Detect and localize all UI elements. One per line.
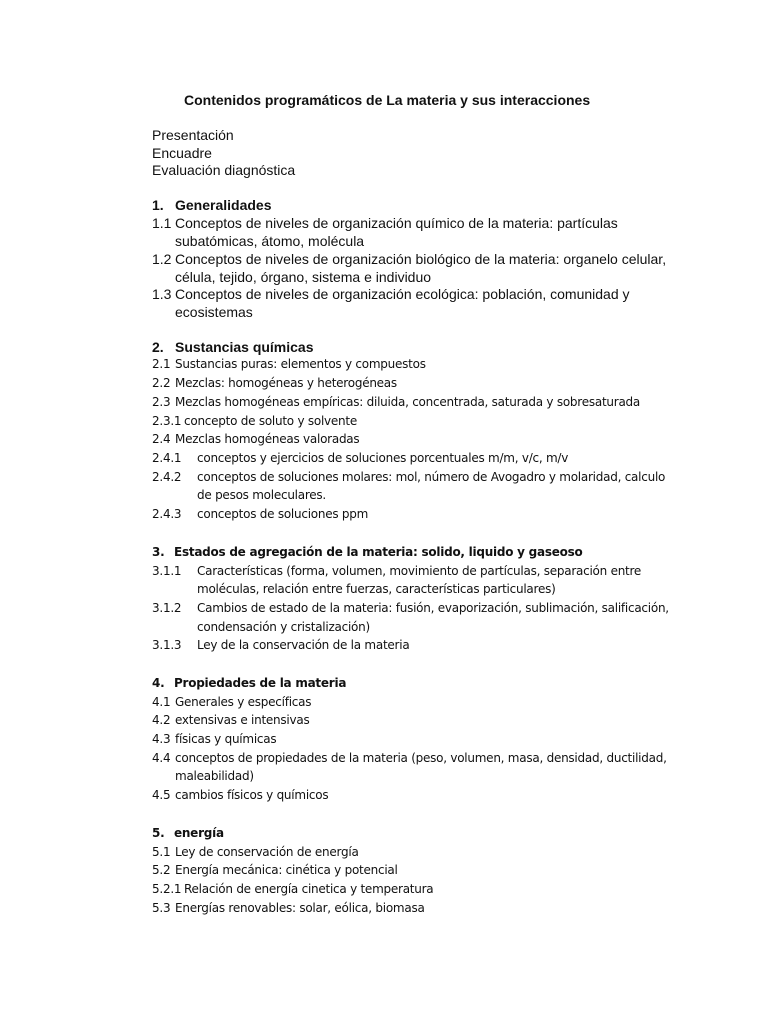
item-number: 5.2.1 [152,882,182,896]
item-text-cont: condensación y cristalización) [197,620,370,634]
item-text: Generales y específicas [175,695,312,709]
item-text: conceptos de propiedades de la materia (peso, volumen, masa, densidad, ductilidad, [175,751,667,765]
item-text: Conceptos de niveles de organización biológico de la materia: organelo celular, [175,251,667,267]
item-text: Conceptos de niveles de organización ecológica: población, comunidad y [175,286,630,302]
item-text: cambios físicos y químicos [175,788,329,802]
item-text: conceptos de soluciones ppm [197,507,369,521]
item-text: Ley de la conservación de la materia [197,638,410,652]
item-text-cont: célula, tejido, órgano, sistema e individuo [175,269,432,285]
item-number: 5.1 [152,845,171,859]
item-number: 3.1.3 [152,638,182,652]
item-number: 2.4.3 [152,507,182,521]
item-text-cont: subatómicas, átomo, molécula [175,233,365,249]
item-text: Mezclas: homogéneas y heterogéneas [175,376,397,390]
item-number: 1.1 [152,215,172,231]
item-number: 2.1 [152,357,171,371]
section-5-number: 5. [152,826,165,840]
item-text: Cambios de estado de la materia: fusión, evaporización, sublimación, salificación, [197,601,669,615]
item-text-cont: maleabilidad) [175,769,254,783]
item-text: conceptos y ejercicios de soluciones porcentuales m/m, v/c, m/v [197,451,569,465]
item-text: conceptos de soluciones molares: mol, número de Avogadro y molaridad, calculo [197,470,666,484]
item-text: extensivas e intensivas [175,713,310,727]
item-number: 2.2 [152,376,171,390]
intro-encuadre: Encuadre [152,145,212,161]
item-number: 4.5 [152,788,171,802]
section-1-number: 1. [152,197,164,213]
item-text: Mezclas homogéneas valoradas [175,432,360,446]
item-text-cont: de pesos moleculares. [197,488,326,502]
section-4-number: 4. [152,676,165,690]
section-5-heading: energía [174,826,224,840]
item-text: Características (forma, volumen, movimiento de partículas, separación entre [197,564,642,578]
item-text-cont: moléculas, relación entre fuerzas, características particulares) [197,582,556,596]
item-number: 4.2 [152,713,171,727]
item-text: Energía mecánica: cinética y potencial [175,863,398,877]
item-text-cont: ecosistemas [175,304,253,320]
section-2-heading: Sustancias químicas [175,339,314,355]
section-4-heading: Propiedades de la materia [174,676,347,690]
section-3-heading: Estados de agregación de la materia: solido, liquido y gaseoso [174,545,583,559]
item-text: Ley de conservación de energía [175,845,359,859]
item-text: Energías renovables: solar, eólica, biomasa [175,901,425,915]
item-number: 5.2 [152,863,171,877]
section-3-number: 3. [152,545,165,559]
section-2-number: 2. [152,339,164,355]
item-number: 2.4.1 [152,451,182,465]
item-number: 4.4 [152,751,171,765]
item-number: 5.3 [152,901,171,915]
item-number: 2.4 [152,432,171,446]
item-number: 2.3 [152,395,171,409]
item-number: 4.1 [152,695,171,709]
section-1-heading: Generalidades [175,197,272,213]
item-number: 3.1.2 [152,601,182,615]
item-text: físicas y químicas [175,732,277,746]
document-title: Contenidos programáticos de La materia y sus interacciones [184,92,591,108]
intro-evaluacion: Evaluación diagnóstica [152,162,296,178]
item-number: 1.2 [152,251,172,267]
item-text: Mezclas homogéneas empíricas: diluida, concentrada, saturada y sobresaturada [175,395,641,409]
item-text: Conceptos de niveles de organización químico de la materia: partículas [175,215,618,231]
item-number: 2.4.2 [152,470,182,484]
item-number: 2.3.1 [152,414,182,428]
item-number: 1.3 [152,286,172,302]
item-text: concepto de soluto y solvente [184,414,357,428]
item-text: Sustancias puras: elementos y compuestos [175,357,426,371]
intro-presentacion: Presentación [152,127,234,143]
item-number: 4.3 [152,732,171,746]
item-number: 3.1.1 [152,564,182,578]
item-text: Relación de energía cinetica y temperatura [184,882,434,896]
